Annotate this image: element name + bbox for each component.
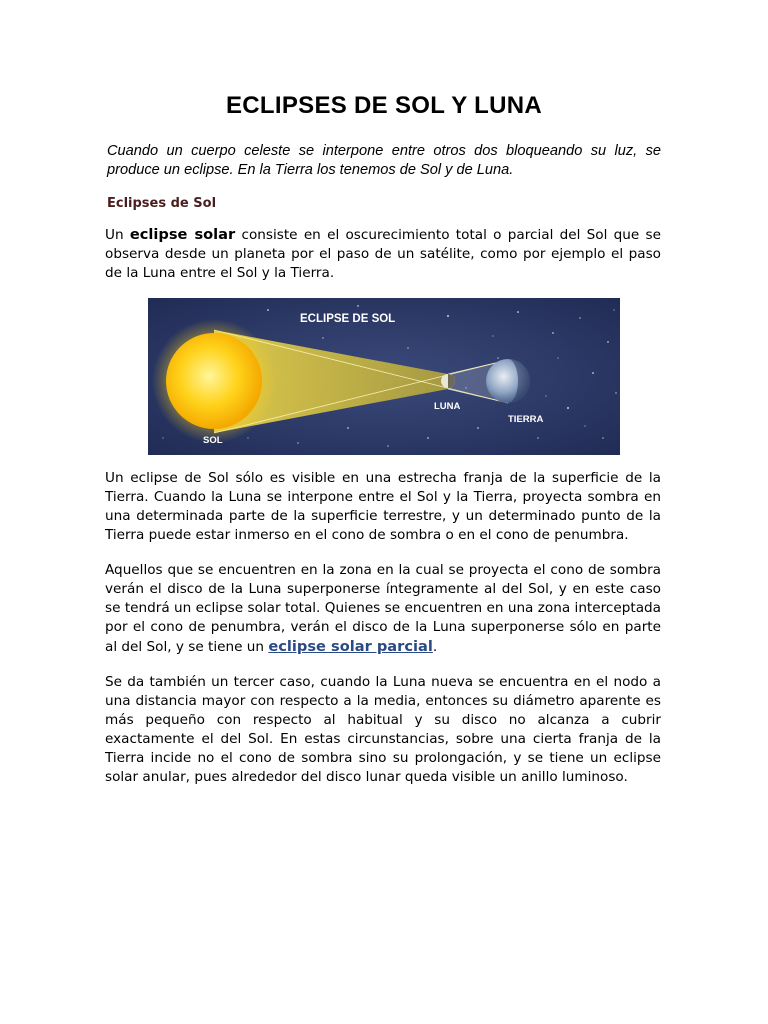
paragraph-end: .: [432, 639, 438, 655]
page-title: ECLIPSES DE SOL Y LUNA: [225, 92, 542, 119]
label-luna: LUNA: [434, 401, 461, 412]
intro-paragraph: Cuando un cuerpo celeste se interpone entre otros dos bloqueando su luz, se produce un eclipse. En la Tierra los tenemos de Sol y de Luna.: [107, 143, 661, 178]
eclipse-diagram: [148, 298, 620, 455]
paragraph-prefix: Un: [105, 227, 130, 243]
section-heading: Eclipses de Sol: [107, 196, 217, 211]
paragraph-text: Aquellos que se encuentren en la zona en la cual se proyecta el cono de sombra verán el disco de la Luna superponerse íntegramente al del Sol, y en este caso se tendrá un eclipse solar total. Quienes se encuentren en una zona interceptada por el cono de penumbra, verán el disco de la Luna superponerse sólo en parte al del Sol, y se tiene un: [105, 562, 661, 655]
label-tierra: TIERRA: [508, 414, 544, 425]
solar-eclipse-illustration: [148, 298, 620, 455]
paragraph-eclipse-solar: [105, 225, 661, 283]
term-eclipse-solar: eclipse solar: [129, 226, 236, 243]
paragraph-annular: Se da también un tercer caso, cuando la Luna nueva se encuentra en el nodo a una distancia mayor con respecto a la media, entonces su diámetro aparente es más pequeño con respecto al habitual y su disco no alcanza a cubrir exactamente el del Sol. En estas circunstancias, sobre una cierta franja de la Tierra incide no el cono de sombra sino su prolongación, y se tiene un eclipse solar anular, pues alrededor del disco lunar queda visible un anillo luminoso.: [105, 674, 661, 785]
paragraph-total-partial: [105, 561, 661, 657]
sun: [166, 333, 262, 429]
paragraph-rest: consiste en el oscurecimiento total o parcial del Sol que se observa desde un planeta por el paso de un satélite, como por ejemplo el paso de la Luna entre el Sol y la Tierra.: [105, 227, 661, 281]
figure-title: ECLIPSE DE SOL: [300, 313, 396, 325]
label-sol: SOL: [203, 435, 223, 446]
paragraph-visibility: Un eclipse de Sol sólo es visible en una estrecha franja de la superficie de la Tierra. Cuando la Luna se interpone entre el Sol y la Tierra, proyecta sombra en una determinada parte de la superficie terrestre, y un determinado punto de la Tierra puede estar inmerso en el cono de sombra o en el cono de penumbra.: [105, 470, 661, 543]
eclipse-solar-parcial-link[interactable]: eclipse solar parcial: [268, 638, 433, 655]
